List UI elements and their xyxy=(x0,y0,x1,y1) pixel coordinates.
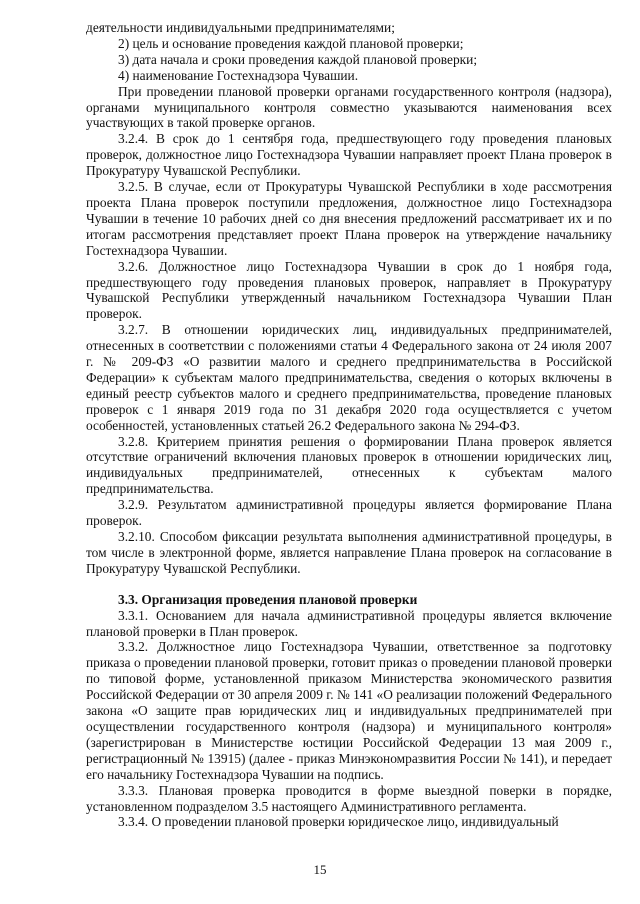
page-number: 15 xyxy=(313,862,327,877)
list-item: 2) цель и основание проведения каждой плановой проверки; xyxy=(118,35,464,51)
paragraph-3-2-7: 3.2.7. В отношении юридических лиц, индивидуальных предпринимателей, отнесенных в соответствии с положениями статьи 4 Федерального закона от 24 июля 2007 г. № 209-ФЗ «О развитии малого и среднего предпринимательства в Российской Федерации» к субъектам малого предпринимательства, сведения о которых включены в единый реестр субъектов малого и среднего предпринимательства, проведение плановых проверок с 1 января 2019 года по 31 декабря 2020 года осуществляется с учетом особенностей, установленных статьей 26.2 Федерального закона № 294-ФЗ. xyxy=(86,322,612,433)
paragraph-3-2-10: 3.2.10. Способом фиксации результата выполнения административной процедуры, в том числе в электронной форме, является направление Плана проверок на согласование в Прокуратуру Чувашской Республики. xyxy=(86,529,612,576)
paragraph: При проведении плановой проверки органами государственного контроля (надзора), органами муниципального контроля совместно указываются наименования всех участвующих в такой проверке органов. xyxy=(86,83,612,131)
paragraph-3-2-6: 3.2.6. Должностное лицо Гостехнадзора Чувашии в срок до 1 ноября года, предшествующего году проведения плановых проверок, направляет в Прокуратуру Чувашской Республики утвержденный начальником Гостехнадзора Чувашии План проверок. xyxy=(86,258,612,322)
list-item: 4) наименование Гостехнадзора Чувашии. xyxy=(118,67,359,83)
paragraph-3-2-8: 3.2.8. Критерием принятия решения о формировании Плана проверок является отсутствие ограничений включения плановых проверок в отношении юридических лиц, индивидуальных предпринимателей, отнесенных к субъектам малого предпринимательства. xyxy=(86,433,612,497)
paragraph-3-2-4: 3.2.4. В срок до 1 сентября года, предшествующего году проведения плановых проверок, должностное лицо Гостехнадзора Чувашии направляет проект Плана проверок в Прокуратуру Чувашской Республики. xyxy=(86,131,612,179)
paragraph-3-3-3: 3.3.3. Плановая проверка проводится в форме выездной поверки в порядке, установленном подразделом 3.5 настоящего Административного регламента. xyxy=(86,782,612,814)
list-item: 3) дата начала и сроки проведения каждой плановой проверки; xyxy=(118,51,478,67)
section-heading: 3.3. Организация проведения плановой проверки xyxy=(118,591,418,607)
paragraph: деятельности индивидуальными предпринимателями; xyxy=(86,20,395,35)
paragraph-3-2-9: 3.2.9. Результатом административной процедуры является формирование Плана проверок. xyxy=(86,497,612,529)
paragraph-3-3-1: 3.3.1. Основанием для начала административной процедуры является включение плановой проверки в План проверок. xyxy=(86,607,612,639)
paragraph-3-3-4: 3.3.4. О проведении плановой проверки юридическое лицо, индивидуальный xyxy=(118,814,559,830)
paragraph-3-3-2: 3.3.2. Должностное лицо Гостехнадзора Чувашии, ответственное за подготовку приказа о проведении плановой проверки, готовит приказ о проведении плановой проверки по типовой форме, установленной приказом Министерства экономического развития Российской Федерации от 30 апреля 2009 г. № 141 «О реализации положений Федерального закона «О защите прав юридических лиц и индивидуальных предпринимателей при осуществлении государственного контроля (надзора) и муниципального контроля» (зарегистрирован в Министерстве юстиции Российской Федерации 13 мая 2009 г., регистрационный № 13915) (далее - приказ Минэкономразвития России № 141), и передает его начальнику Гостехнадзора Чувашии на подпись. xyxy=(86,639,612,782)
paragraph-3-2-5: 3.2.5. В случае, если от Прокуратуры Чувашской Республики в ходе рассмотрения проекта Плана проверок поступили предложения, должностное лицо Гостехнадзора Чувашии в течение 10 рабочих дней со дня внесения предложений рассматривает их и по итогам рассмотрения представляет проект Плана проверок на утверждение начальнику Гостехнадзора Чувашии. xyxy=(86,179,612,258)
